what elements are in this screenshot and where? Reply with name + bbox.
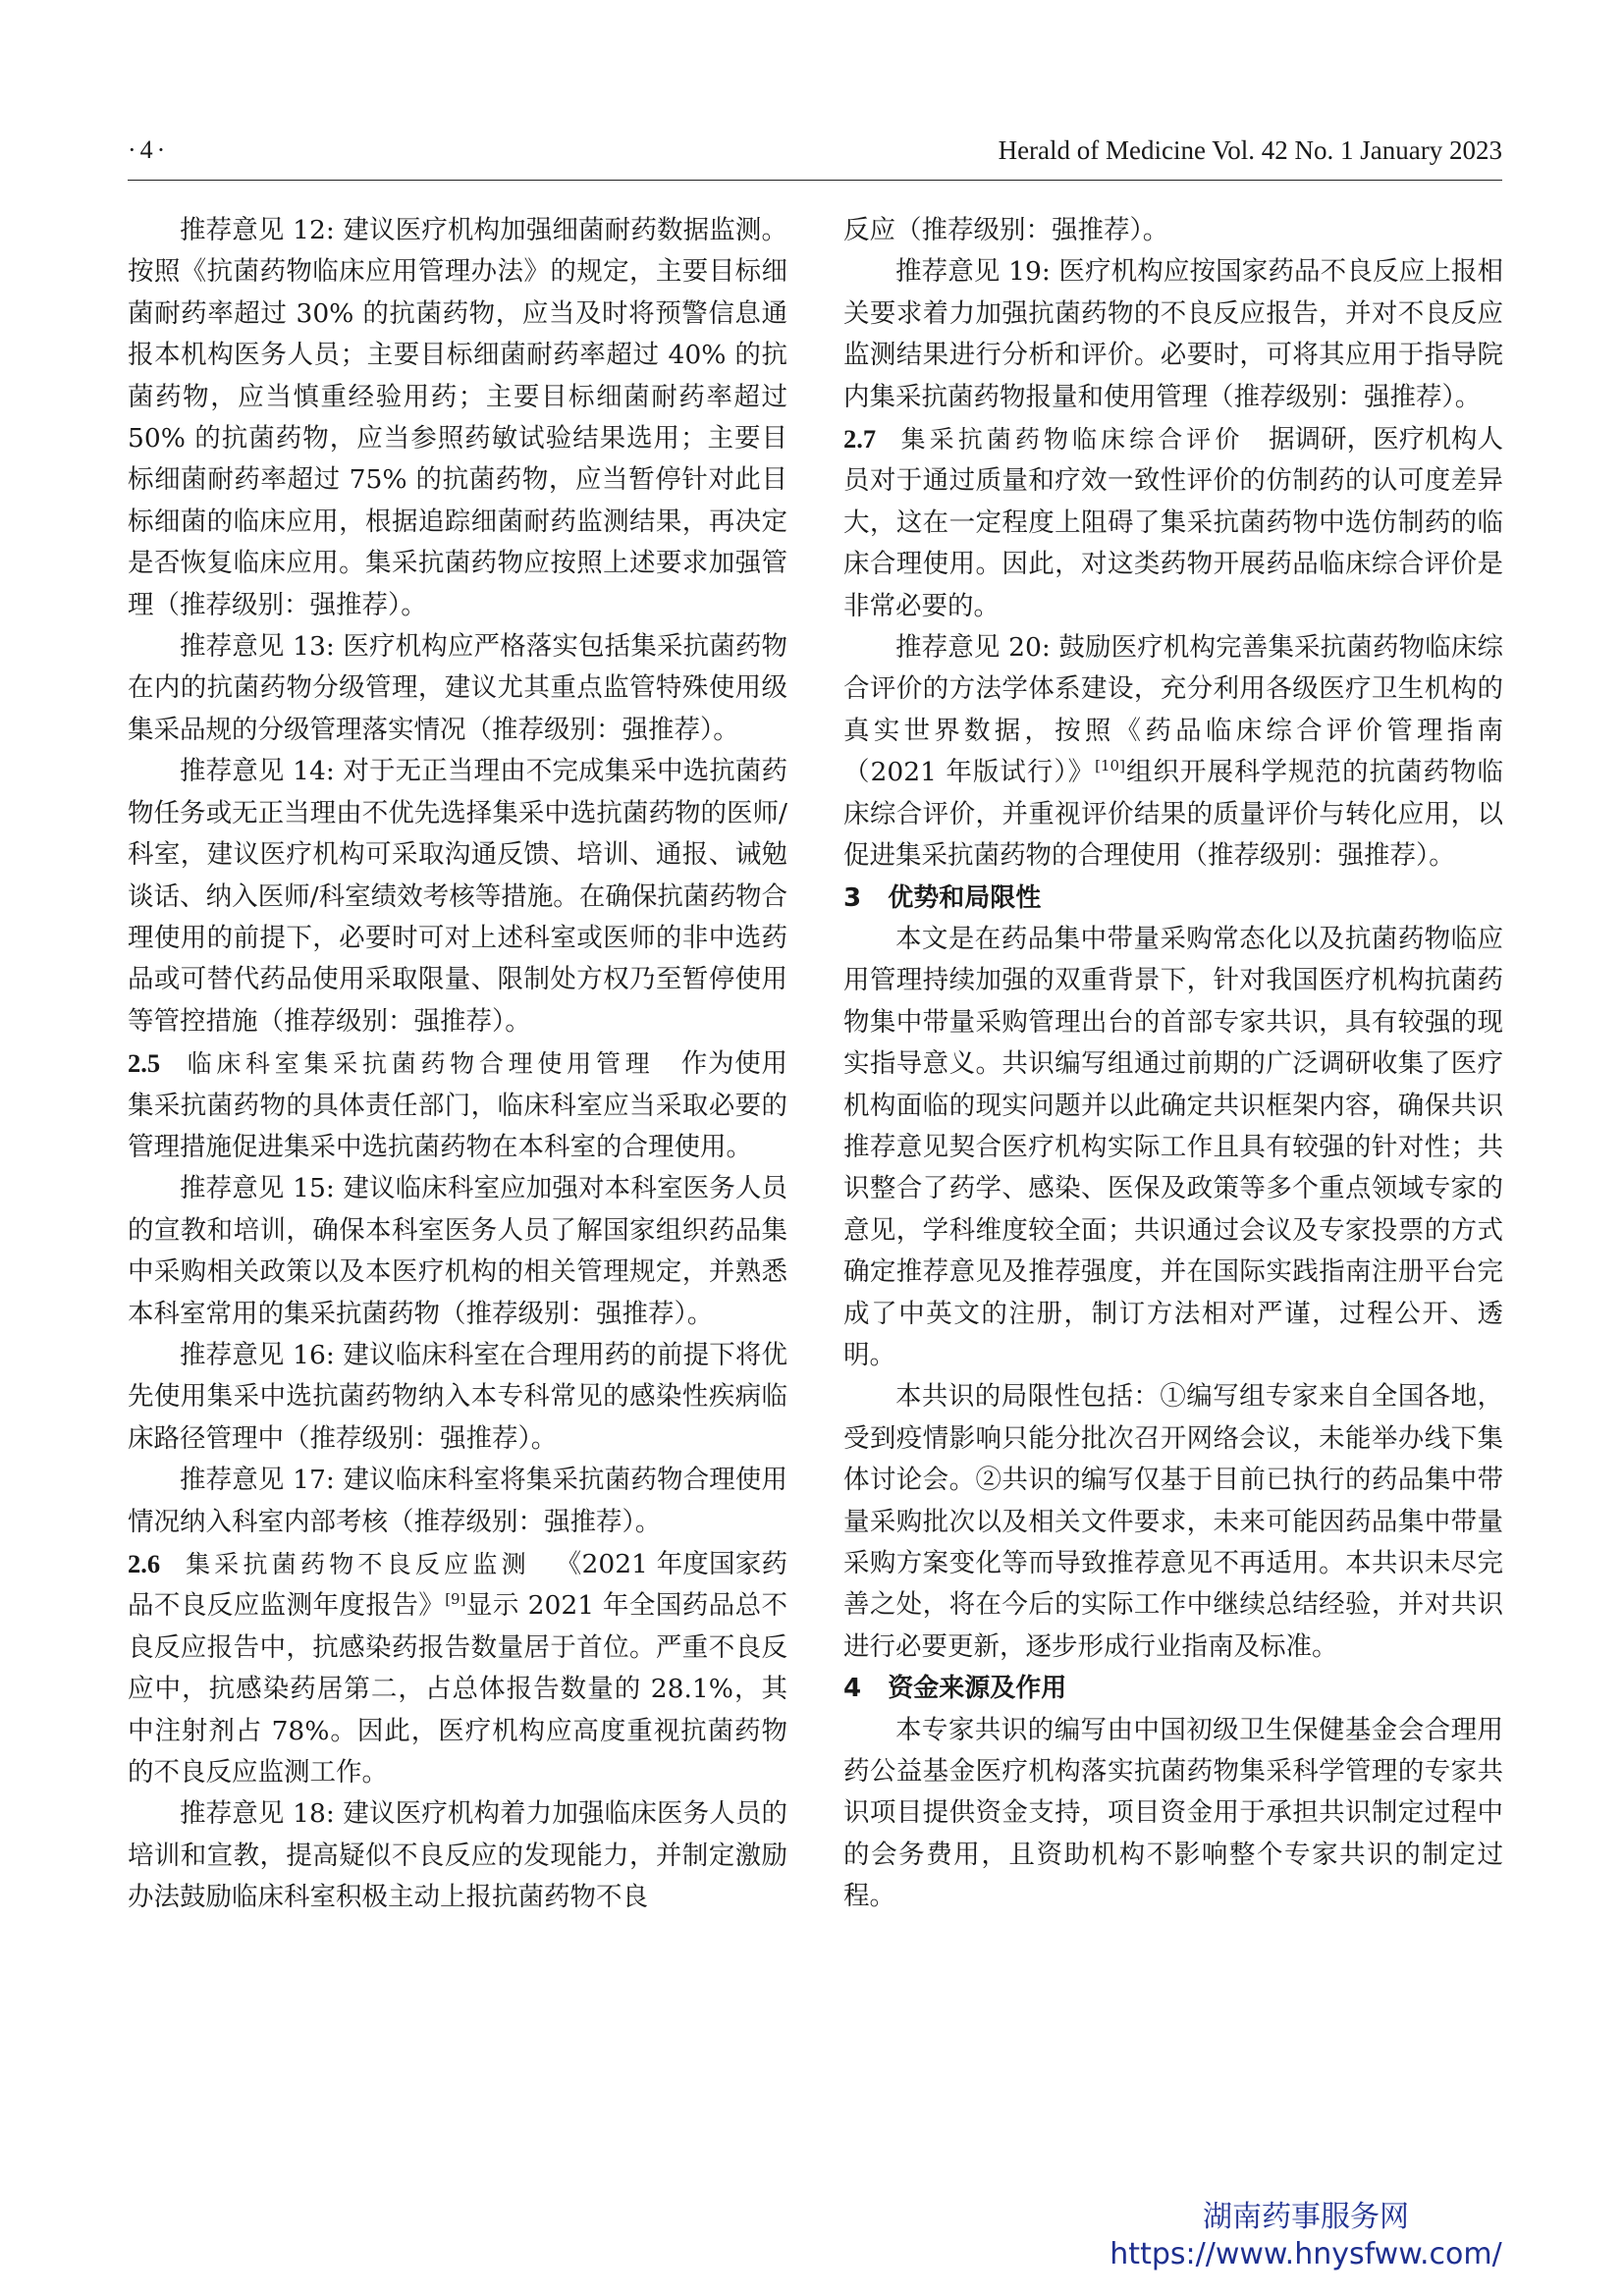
section-number: 2.6: [128, 1549, 161, 1578]
section-2-6: [128, 1543, 787, 1793]
recommendation-19: 推荐意见 19: 医疗机构应按国家药品不良反应上报相关要求着力加强抗菌药物的不良反应报告，并对不良反应监测结果进行分析和评价。必要时，可将其应用于指导院内集采抗菌药物报量和使用管理（推荐级别：强推荐）。: [843, 256, 1503, 412]
section-number: 4: [843, 1674, 862, 1704]
section-title: 集采抗菌药物临床综合评价: [900, 425, 1244, 454]
section-4-paragraph-1: 本专家共识的编写由中国初级卫生保健基金会合理用药公益基金医疗机构落实抗菌药物集采科学管理的专家共识项目提供资金支持，项目资金用于承担共识制定过程中的会务费用，且资助机构不影响整个专家共识的制定过程。: [843, 1714, 1503, 1912]
watermark-site-name: 湖南药事服务网: [1203, 2200, 1409, 2234]
citation-ref: [9]: [445, 1590, 466, 1609]
recommendation-18-continued: 反应（推荐级别：强推荐）。: [843, 215, 1169, 245]
watermark-url[interactable]: https://www.hnysfww.com/: [1110, 2237, 1502, 2271]
section-3-paragraph-2: 本共识的局限性包括：①编写组专家来自全国各地，受到疫情影响只能分批次召开网络会议，未能举办线下集体讨论会。②共识的编写仅基于目前已执行的药品集中带量采购批次以及相关文件要求，未来可能因药品集中带量采购方案变化等而导致推荐意见不再适用。本共识未尽完善之处，将在今后的实际工作中继续总结经验，并对共识进行必要更新，逐步形成行业指南及标准。: [843, 1381, 1503, 1662]
section-title: 集采抗菌药物不良反应监测: [186, 1550, 530, 1578]
recommendation-20-text-continued: 组织开展科学规范的抗菌药物临床综合评价，并重视评价结果的质量评价与转化应用，以促进集采抗菌药物的合理使用（推荐级别：强推荐）。: [843, 757, 1504, 872]
recommendation-16: 推荐意见 16: 建议临床科室在合理用药的前提下将优先使用集采中选抗菌药物纳入本专科常见的感染性疾病临床路径管理中（推荐级别：强推荐）。: [128, 1339, 787, 1454]
section-title: 优势和局限性: [888, 882, 1042, 913]
recommendation-20-text: 推荐意见 20: 鼓励医疗机构完善集采抗菌药物临床综合评价的方法学体系建设，充分利用各级医疗卫生机构的真实世界数据，按照《药品临床综合评价管理指南（2021 年版试行）》: [843, 632, 1503, 788]
section-3-heading: [843, 878, 1503, 919]
section-number: 2.7: [843, 424, 877, 454]
section-text: 《2021 年度国家药品不良反应监测年度报告》: [128, 1549, 787, 1622]
site-watermark: [1080, 2199, 1532, 2273]
recommendation-13: 推荐意见 13: 医疗机构应严格落实包括集采抗菌药物在内的抗菌药物分级管理，建议尤其重点监管特殊使用级集采品规的分级管理落实情况（推荐级别：强推荐）。: [128, 631, 787, 745]
section-title: 资金来源及作用: [888, 1674, 1067, 1704]
recommendation-18: 推荐意见 18: 建议医疗机构着力加强临床医务人员的培训和宣教，提高疑似不良反应的发现能力，并制定激励办法鼓励临床科室积极主动上报抗菌药物不良: [128, 1798, 787, 1913]
section-text: 据调研，医疗机构人员对于通过质量和疗效一致性评价的仿制药的认可度差异大，这在一定程度上阻碍了集采抗菌药物中选仿制药的临床合理使用。因此，对这类药物开展药品临床综合评价是非常必要的。: [843, 424, 1503, 621]
section-2-7: [843, 418, 1503, 627]
section-number: 3: [843, 882, 862, 913]
right-column: [843, 210, 1503, 1918]
header-rule: [128, 180, 1502, 181]
section-2-5: [128, 1042, 787, 1168]
section-text-continued: 显示 2021 年全国药品总不良反应报告中，抗感染药报告数量居于首位。严重不良反应中，抗感染药居第二，占总体报告数量的 28.1%，其中注射剂占 78%。因此，医疗机构应高度重视抗菌药物的不良反应监测工作。: [128, 1590, 788, 1789]
section-text: 作为使用集采抗菌药物的具体责任部门，临床科室应当采取必要的管理措施促进集采中选抗菌药物在本科室的合理使用。: [128, 1048, 787, 1162]
recommendation-15: 推荐意见 15: 建议临床科室应加强对本科室医务人员的宣教和培训，确保本科室医务人员了解国家组织药品集中采购相关政策以及本医疗机构的相关管理规定，并熟悉本科室常用的集采抗菌药物（推荐级别：强推荐）。: [128, 1173, 787, 1329]
left-column: [128, 210, 787, 1919]
citation-ref: [10]: [1095, 757, 1125, 775]
page-number: ·4·: [128, 135, 170, 164]
section-title: 临床科室集采抗菌药物合理使用管理: [187, 1049, 655, 1079]
recommendation-17: 推荐意见 17: 建议临床科室将集采抗菌药物合理使用情况纳入科室内部考核（推荐级别：强推荐）。: [128, 1465, 787, 1537]
recommendation-14: 推荐意见 14: 对于无正当理由不完成集采中选抗菌药物任务或无正当理由不优先选择集采中选抗菌药物的医师/科室，建议医疗机构可采取沟通反馈、培训、通报、诫勉谈话、纳入医师/科室绩效考核等措施。在确保抗菌药物合理使用的前提下，必要时可对上述科室或医师的非中选药品或可替代药品使用采取限量、限制处方权乃至暂停使用等管控措施（推荐级别：强推荐）。: [128, 756, 787, 1037]
journal-citation: Herald of Medicine Vol. 42 No. 1 January 2023: [998, 135, 1502, 165]
recommendation-12: 推荐意见 12: 建议医疗机构加强细菌耐药数据监测。按照《抗菌药物临床应用管理办法》的规定，主要目标细菌耐药率超过 30% 的抗菌药物，应当及时将预警信息通报本机构医务人员；主要目标细菌耐药率超过 40% 的抗菌药物，应当慎重经验用药；主要目标细菌耐药率超过 50% 的抗菌药物，应当参照药敏试验结果选用；主要目标细菌耐药率超过 75% 的抗菌药物，应当暂停针对此目标细菌的临床应用，根据追踪细菌耐药监测结果，再决定是否恢复临床应用。集采抗菌药物应按照上述要求加强管理（推荐级别：强推荐）。: [128, 215, 787, 620]
section-number: 2.5: [128, 1048, 161, 1079]
section-3-paragraph-1: 本文是在药品集中带量采购常态化以及抗菌药物临应用管理持续加强的双重背景下，针对我国医疗机构抗菌药物集中带量采购管理出台的首部专家共识，具有较强的现实指导意义。共识编写组通过前期的广泛调研收集了医疗机构面临的现实问题并以此确定共识框架内容，确保共识推荐意见契合医疗机构实际工作且具有较强的针对性；共识整合了药学、感染、医保及政策等多个重点领域专家的意见，学科维度较全面；共识通过会议及专家投票的方式确定推荐意见及推荐强度，并在国际实践指南注册平台完成了中英文的注册，制订方法相对严谨，过程公开、透明。: [843, 923, 1503, 1370]
section-4-heading: [843, 1668, 1503, 1709]
running-header: [128, 135, 1502, 179]
recommendation-20: [843, 627, 1503, 877]
